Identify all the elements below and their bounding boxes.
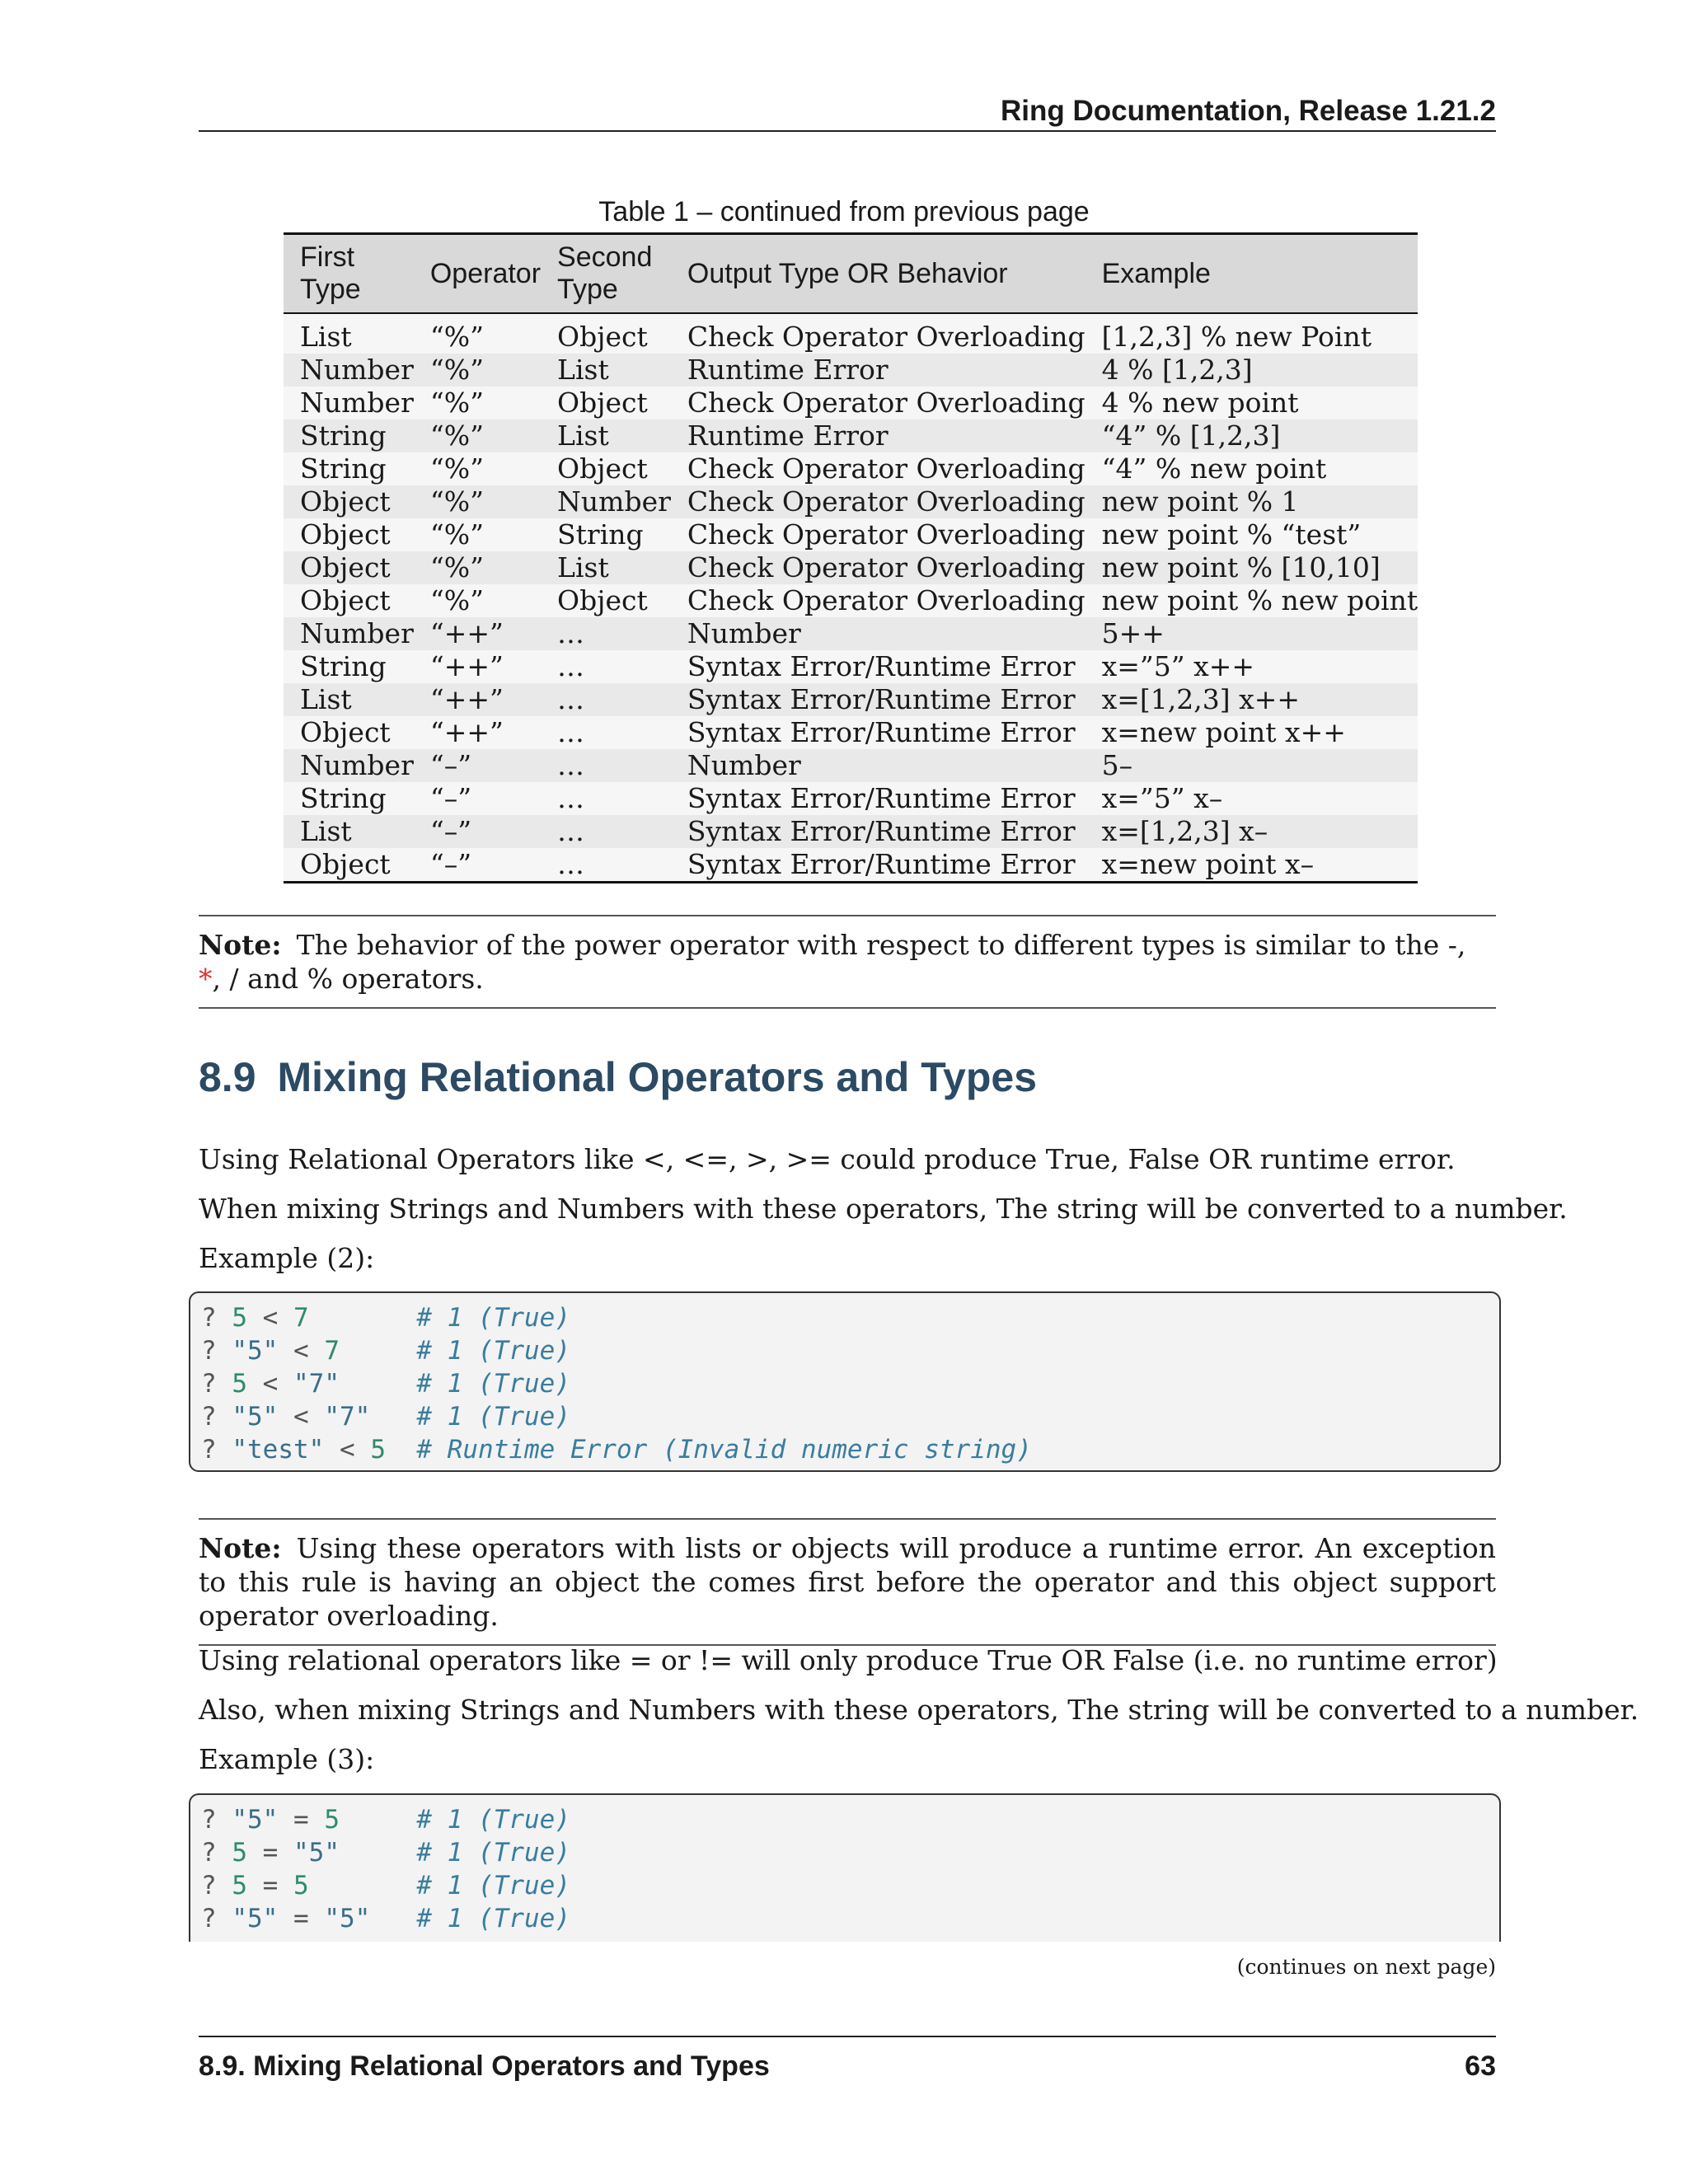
code-comment: # Runtime Error (Invalid numeric string): [416, 1435, 1032, 1465]
table-cell: “%”: [429, 387, 484, 419]
paragraph: Also, when mixing Strings and Numbers with these operators, The string will be converted to a number.: [199, 1694, 1639, 1726]
code-block-example-3: [189, 1793, 1501, 1942]
table-cell: …: [557, 617, 585, 649]
table-cell: List: [300, 815, 352, 847]
table-cell: x=”5” x++: [1101, 650, 1255, 682]
table-cell: new point % new point: [1101, 584, 1418, 616]
table-cell: Syntax Error/Runtime Error: [687, 815, 1076, 847]
code-operand: "5": [232, 1402, 279, 1432]
code-comment: # 1 (True): [416, 1303, 570, 1333]
col-header: Example: [1101, 257, 1211, 289]
table-cell: …: [557, 650, 585, 682]
table-cell: Number: [300, 354, 414, 386]
table-row: [284, 650, 1418, 683]
table-cell: x=new point x++: [1101, 716, 1346, 748]
code-operand: "5": [232, 1805, 279, 1835]
table-cell: String: [300, 452, 387, 485]
table-cell: String: [300, 650, 387, 682]
table-cell: “%”: [429, 518, 484, 551]
code-block-example-2: [189, 1291, 1501, 1472]
table-cell: 4 % new point: [1101, 387, 1299, 419]
note-star: *: [199, 963, 213, 995]
table-cell: Number: [687, 617, 801, 649]
table-cell: Object: [557, 452, 648, 485]
code-line: ? "5" < "7" # 1 (True): [201, 1402, 570, 1432]
table-cell: “–”: [429, 749, 472, 781]
code-operator: =: [293, 1904, 309, 1933]
code-operand: "7": [293, 1369, 340, 1399]
table-cell: “++”: [429, 683, 504, 715]
table-cell: “%”: [429, 485, 484, 518]
table-row: [284, 313, 1418, 354]
table-row: [284, 551, 1418, 584]
table-cell: List: [300, 683, 352, 715]
table-cell: …: [557, 782, 585, 814]
code-line: ? 5 < 7 # 1 (True): [201, 1303, 570, 1333]
table-row: [284, 584, 1418, 617]
table-cell: String: [557, 518, 644, 551]
table-cell: List: [557, 354, 609, 386]
note-text: The behavior of the power operator with respect to different types is similar to the -,: [296, 929, 1466, 961]
code-operand: "5": [232, 1336, 279, 1366]
table-cell: Syntax Error/Runtime Error: [687, 716, 1076, 748]
col-header: First Type: [300, 241, 361, 305]
code-operator: =: [262, 1871, 279, 1900]
table-cell: Object: [300, 848, 391, 880]
paragraph: Example (3):: [199, 1743, 375, 1775]
table-cell: …: [557, 683, 585, 715]
note-label: Note:: [199, 929, 282, 961]
code-operator: =: [293, 1805, 309, 1835]
note-text: Using these operators with lists or objects will produce a runtime error. An exception to this rule is having an object the comes first before the operator and this object support operator overloading.: [199, 1532, 1496, 1632]
table-row: [284, 683, 1418, 716]
code-line: ? "test" < 5 # Runtime Error (Invalid numeric string): [201, 1435, 1032, 1465]
table-cell: Object: [300, 518, 391, 551]
section-number: 8.9: [199, 1054, 256, 1100]
table-row: [284, 716, 1418, 749]
col-header: Second Type: [557, 241, 653, 305]
code-line: ? "5" = "5" # 1 (True): [201, 1904, 570, 1933]
code-comment: # 1 (True): [416, 1402, 570, 1432]
continues-note: (continues on next page): [1236, 1955, 1496, 1979]
col-header: Output Type OR Behavior: [687, 257, 1008, 289]
table-cell: …: [557, 716, 585, 748]
table-row: [284, 518, 1418, 551]
table-cell: “++”: [429, 617, 504, 649]
table-cell: Object: [300, 584, 391, 616]
table-cell: “%”: [429, 584, 484, 616]
table-row: [284, 782, 1418, 815]
code-comment: # 1 (True): [416, 1871, 570, 1900]
paragraph: Using Relational Operators like <, <=, >, >= could produce True, False OR runtime error.: [199, 1143, 1456, 1175]
table-cell: “–”: [429, 782, 472, 814]
table-row: [284, 815, 1418, 848]
note-label: Note:: [199, 1532, 282, 1564]
table-cell: “–”: [429, 815, 472, 847]
table-cell: new point % [10,10]: [1101, 551, 1381, 583]
running-header: [199, 92, 1496, 132]
table-cell: x=[1,2,3] x++: [1101, 683, 1301, 715]
table-cell: Runtime Error: [687, 419, 889, 452]
code-operand: 7: [324, 1336, 340, 1366]
table-cell: Object: [300, 716, 391, 748]
table-cell: “++”: [429, 716, 504, 748]
table-cell: “4” % [1,2,3]: [1101, 419, 1281, 452]
table-cell: Number: [300, 387, 414, 419]
table-caption: Table 1 – continued from previous page: [598, 196, 1090, 227]
code-operand: 7: [293, 1303, 309, 1333]
table-cell: Check Operator Overloading: [687, 387, 1085, 419]
col-header: Operator: [429, 257, 542, 289]
table-row: [284, 485, 1418, 518]
table-cell: new point % 1: [1101, 485, 1299, 518]
table-cell: Syntax Error/Runtime Error: [687, 848, 1076, 880]
table-row: [284, 749, 1418, 782]
table-header-row: [284, 234, 1418, 314]
code-operand: "5": [293, 1838, 340, 1868]
code-line: ? 5 = 5 # 1 (True): [201, 1871, 570, 1900]
note-lists-objects: [199, 1518, 1496, 1646]
table-cell: Check Operator Overloading: [687, 452, 1085, 485]
code-comment: # 1 (True): [416, 1904, 570, 1933]
page-number: 63: [1465, 2050, 1496, 2082]
table-cell: “%”: [429, 321, 484, 353]
table-cell: Object: [300, 551, 391, 583]
section-heading: [199, 1053, 1037, 1101]
table-cell: …: [557, 815, 585, 847]
table-cell: Number: [300, 617, 414, 649]
table-row: [284, 617, 1418, 650]
table-cell: List: [557, 419, 609, 452]
code-operand: 5: [293, 1871, 309, 1900]
table-cell: x=[1,2,3] x–: [1101, 815, 1268, 847]
table-cell: 5++: [1101, 617, 1165, 649]
table-row: [284, 848, 1418, 883]
code-operator: =: [262, 1838, 279, 1868]
paragraph: Using relational operators like = or != will only produce True OR False (i.e. no runtime error): [199, 1644, 1498, 1676]
table-cell: x=new point x–: [1101, 848, 1315, 880]
table-cell: String: [300, 419, 387, 452]
table-cell: Check Operator Overloading: [687, 518, 1085, 551]
table-cell: x=”5” x–: [1101, 782, 1223, 814]
code-comment: # 1 (True): [416, 1805, 570, 1835]
table-cell: …: [557, 848, 585, 880]
paragraph: When mixing Strings and Numbers with these operators, The string will be converted to a number.: [199, 1193, 1568, 1225]
section-title: Mixing Relational Operators and Types: [277, 1054, 1037, 1100]
code-operator: <: [293, 1336, 309, 1366]
code-line: ? "5" = 5 # 1 (True): [201, 1805, 570, 1835]
table-cell: Object: [557, 321, 648, 353]
table-cell: Check Operator Overloading: [687, 321, 1085, 353]
code-line: ? "5" < 7 # 1 (True): [201, 1336, 570, 1366]
doc-title: Ring Documentation, Release 1.21.2: [1000, 95, 1496, 127]
table-cell: Check Operator Overloading: [687, 584, 1085, 616]
code-comment: # 1 (True): [416, 1336, 570, 1366]
code-operand: "test": [232, 1435, 325, 1465]
table-cell: Syntax Error/Runtime Error: [687, 650, 1076, 682]
code-operand: "5": [324, 1904, 371, 1933]
table-cell: “%”: [429, 551, 484, 583]
table-cell: Syntax Error/Runtime Error: [687, 782, 1076, 814]
running-footer: [199, 2036, 1496, 2083]
table-row: [284, 419, 1418, 452]
table-cell: Check Operator Overloading: [687, 485, 1085, 518]
code-operator: <: [262, 1369, 279, 1399]
table-cell: 4 % [1,2,3]: [1101, 354, 1253, 386]
code-operator: <: [339, 1435, 355, 1465]
table-cell: Number: [557, 485, 671, 518]
table-row: [284, 354, 1418, 387]
table-cell: Object: [557, 584, 648, 616]
table-cell: Number: [687, 749, 801, 781]
table-cell: 5–: [1101, 749, 1133, 781]
code-operand: 5: [324, 1805, 340, 1835]
table-cell: Object: [557, 387, 648, 419]
code-operand: 5: [370, 1435, 386, 1465]
table-cell: [1,2,3] % new Point: [1101, 321, 1372, 353]
table-cell: Check Operator Overloading: [687, 551, 1085, 583]
note-text-end: , / and % operators.: [212, 963, 484, 995]
table-cell: new point % “test”: [1101, 518, 1362, 551]
table-cell: “%”: [429, 354, 484, 386]
table-cell: “4” % new point: [1101, 452, 1327, 485]
table-cell: Syntax Error/Runtime Error: [687, 683, 1076, 715]
table-cell: “++”: [429, 650, 504, 682]
note-power-operator: [199, 915, 1496, 1009]
code-line: ? 5 < "7" # 1 (True): [201, 1369, 570, 1399]
paragraph: Example (2):: [199, 1242, 375, 1274]
table-row: [284, 387, 1418, 419]
table-cell: …: [557, 749, 585, 781]
table-row: [284, 452, 1418, 485]
code-operator: <: [293, 1402, 309, 1432]
table-cell: String: [300, 782, 387, 814]
code-line: ? 5 = "5" # 1 (True): [201, 1838, 570, 1868]
footer-section: 8.9. Mixing Relational Operators and Types: [199, 2050, 770, 2082]
table-cell: “%”: [429, 419, 484, 452]
table-cell: List: [300, 321, 352, 353]
table-cell: Object: [300, 485, 391, 518]
operator-table: [284, 232, 1418, 883]
code-comment: # 1 (True): [416, 1369, 570, 1399]
code-operand: "7": [324, 1402, 371, 1432]
code-operand: 5: [232, 1838, 247, 1868]
table-cell: List: [557, 551, 609, 583]
code-operand: 5: [232, 1369, 247, 1399]
code-operand: "5": [232, 1904, 279, 1933]
code-operand: 5: [232, 1303, 247, 1333]
code-comment: # 1 (True): [416, 1838, 570, 1868]
table-cell: “%”: [429, 452, 484, 485]
table-cell: Runtime Error: [687, 354, 889, 386]
table-cell: Number: [300, 749, 414, 781]
code-operand: 5: [232, 1871, 247, 1900]
table-cell: “–”: [429, 848, 472, 880]
code-operator: <: [262, 1303, 279, 1333]
